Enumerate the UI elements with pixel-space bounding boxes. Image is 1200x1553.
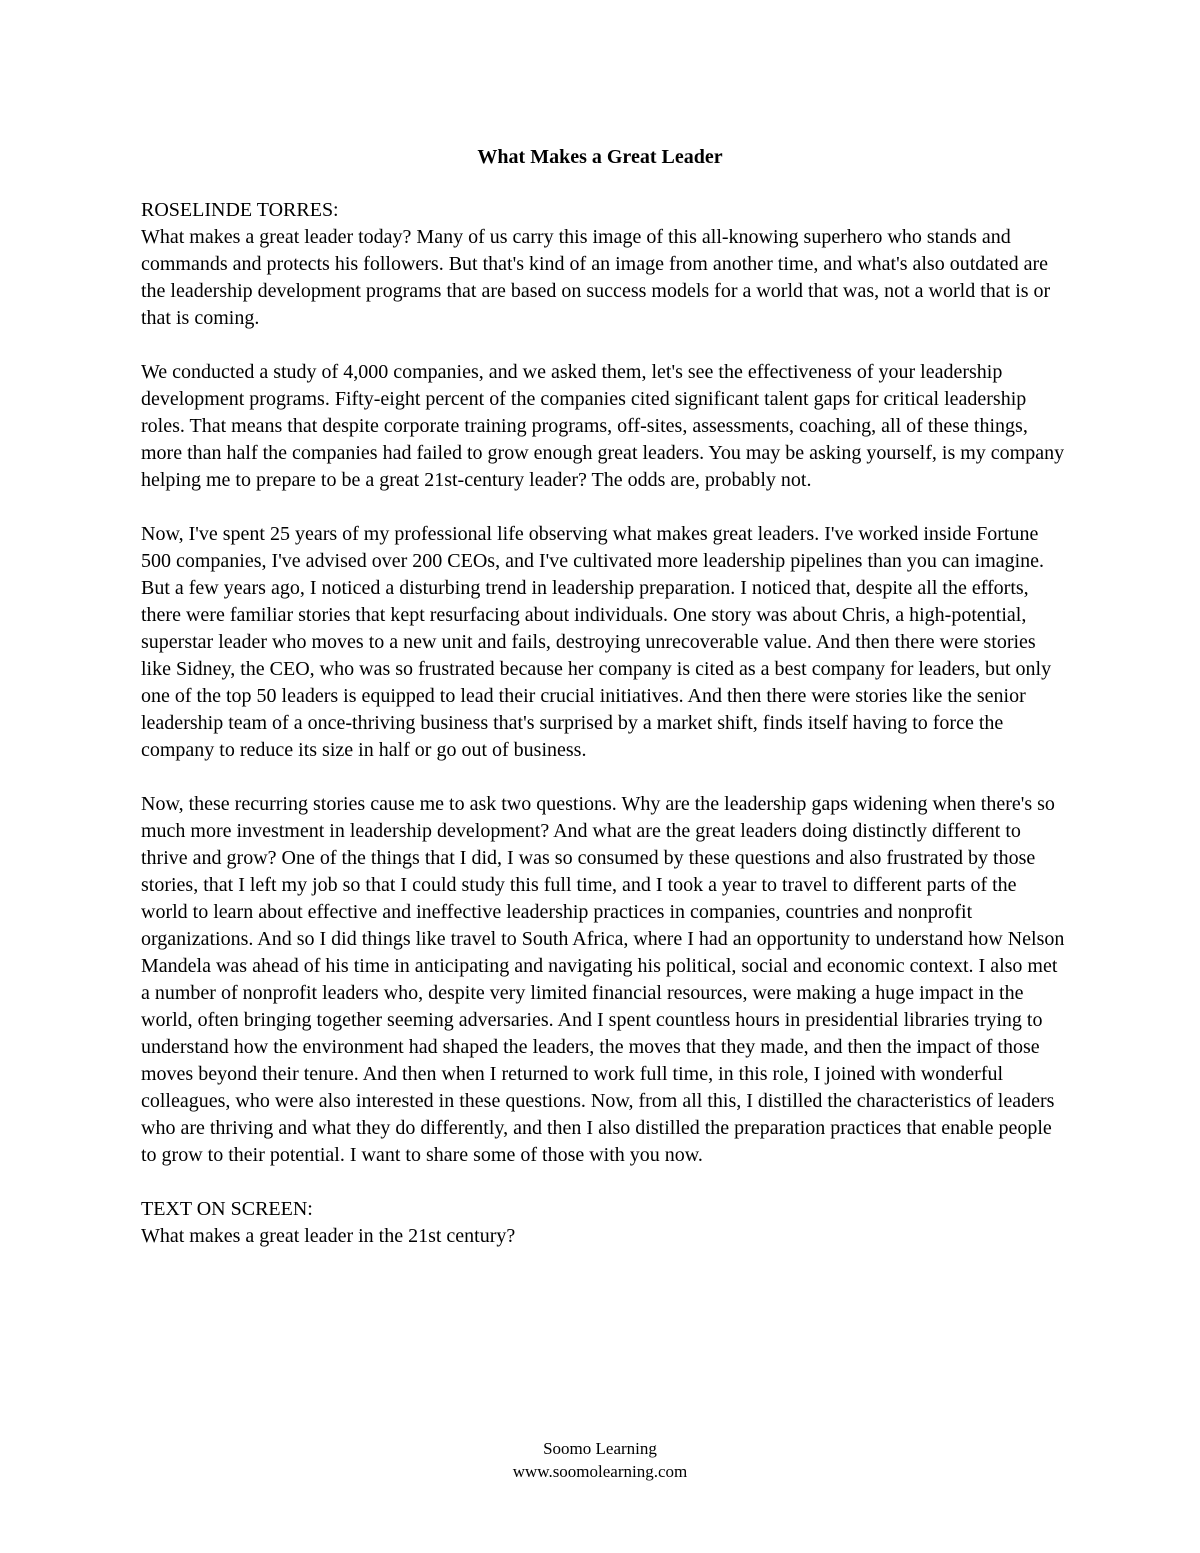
screen-text-content: What makes a great leader in the 21st century? — [141, 1225, 516, 1247]
footer-company: Soomo Learning — [543, 1439, 657, 1458]
screen-text-label: TEXT ON SCREEN: — [141, 1198, 313, 1220]
transcript-body — [141, 197, 1066, 1250]
screen-text-block — [141, 1196, 1066, 1250]
paragraph-4: Now, these recurring stories cause me to ask two questions. Why are the leadership gaps widening when there's so much more investment in leadership development? And what are the great leaders doing distinctly different to thrive and grow? One of the things that I did, I was so consumed by these questions and also frustrated by those stories, that I left my job so that I could study this full time, and I took a year to travel to different parts of the world to learn about effective and ineffective leadership practices in companies, countries and nonprofit organizations. And so I did things like travel to South Africa, where I had an opportunity to understand how Nelson Mandela was ahead of his time in anticipating and navigating his political, social and economic context. I also met a number of nonprofit leaders who, despite very limited financial resources, were making a huge impact in the world, often bringing together seeming adversaries. And I spent countless hours in presidential libraries trying to understand how the environment had shaped the leaders, the moves that they made, and then the impact of those moves beyond their tenure. And then when I returned to work full time, in this role, I joined with wonderful colleagues, who were also interested in these questions. Now, from all this, I distilled the characteristics of leaders who are thriving and what they do differently, and then I also distilled the preparation practices that enable people to grow to their potential. I want to share some of those with you now. — [141, 793, 1065, 1166]
paragraph-2: We conducted a study of 4,000 companies, and we asked them, let's see the effectiveness of your leadership development programs. Fifty-eight percent of the companies cited significant talent gaps for critical leadership roles. That means that despite corporate training programs, off-sites, assessments, coaching, all of these things, more than half the companies had failed to grow enough great leaders. You may be asking yourself, is my company helping me to prepare to be a great 21st-century leader? The odds are, probably not. — [141, 361, 1065, 491]
footer-url: www.soomolearning.com — [512, 1462, 688, 1481]
document-title: What Makes a Great Leader — [477, 146, 723, 168]
paragraph-1: What makes a great leader today? Many of us carry this image of this all-knowing superhero who stands and commands and protects his followers. But that's kind of an image from another time, and what's also outdated are the leadership development programs that are based on success models for a world that was, not a world that is or that is coming. — [141, 226, 1051, 329]
page-footer — [0, 1437, 1200, 1483]
paragraph-3: Now, I've spent 25 years of my professional life observing what makes great leaders. I've worked inside Fortune 500 companies, I've advised over 200 CEOs, and I've cultivated more leadership pipelines than you can imagine. But a few years ago, I noticed a disturbing trend in leadership preparation. I noticed that, despite all the efforts, there were familiar stories that kept resurfacing about individuals. One story was about Chris, a high-potential, superstar leader who moves to a new unit and fails, destroying unrecoverable value. And then there were stories like Sidney, the CEO, who was so frustrated because her company is cited as a best company for leaders, but only one of the top 50 leaders is equipped to lead their crucial initiatives. And then there were stories like the senior leadership team of a once-thriving business that's surprised by a market shift, finds itself having to force the company to reduce its size in half or go out of business. — [141, 523, 1052, 761]
speaker-label: ROSELINDE TORRES: — [141, 199, 339, 221]
speaker-block — [141, 197, 1066, 332]
